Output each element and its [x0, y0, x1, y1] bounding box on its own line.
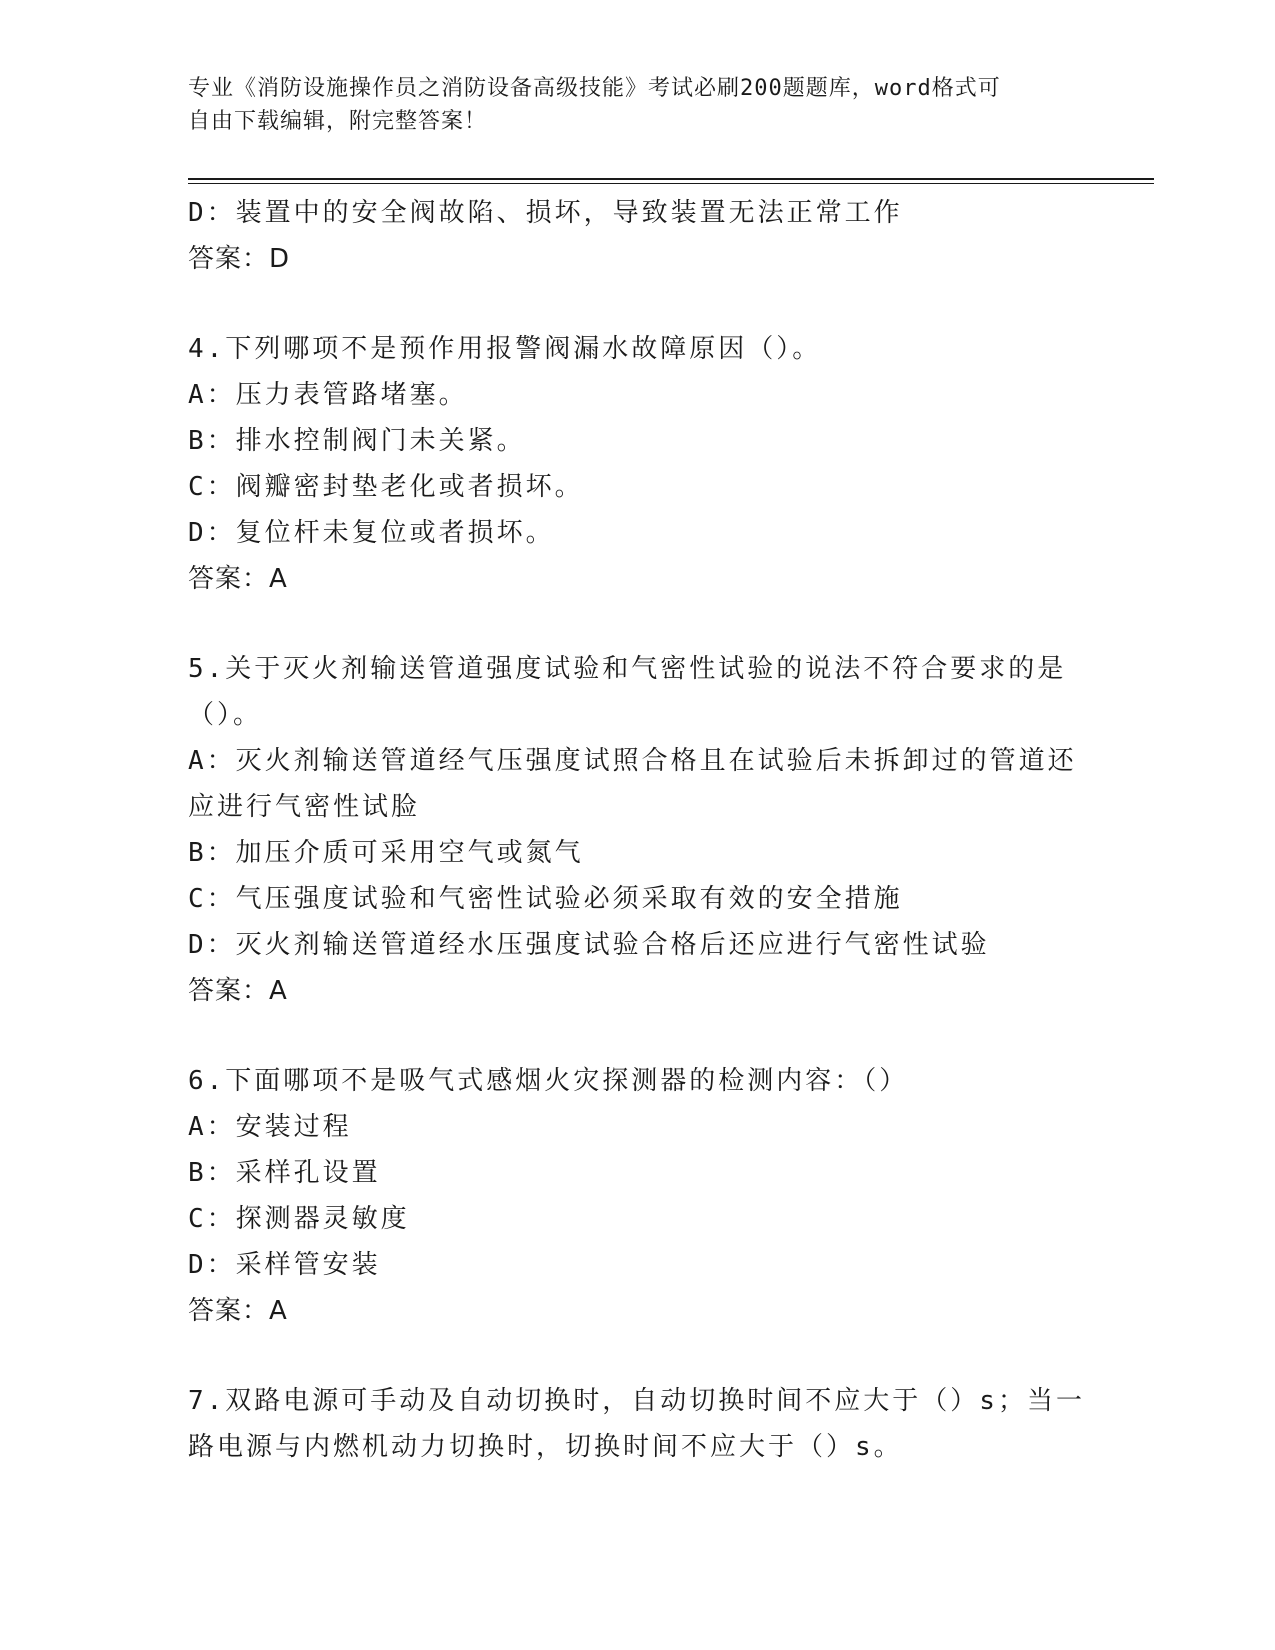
question-text-line-1: 7.双路电源可手动及自动切换时，自动切换时间不应大于（）s；当一 — [188, 1386, 1085, 1416]
question-block-6 — [188, 1058, 1088, 1334]
option-a-line-1: A：灭火剂输送管道经气压强度试照合格且在试验后未拆卸过的管道还 — [188, 746, 1077, 776]
option-d: D：灭火剂输送管道经水压强度试验合格后还应进行气密性试验 — [188, 930, 990, 960]
question-text-line-2: （）。 — [188, 700, 263, 730]
option-d: D：装置中的安全阀故陷、损坏，导致装置无法正常工作 — [188, 198, 903, 228]
question-block-prev — [188, 190, 1088, 282]
answer-line: 答案：A — [188, 564, 288, 594]
question-text-line-2: 路电源与内燃机动力切换时，切换时间不应大于（）s。 — [188, 1432, 903, 1462]
question-text: 6.下面哪项不是吸气式感烟火灾探测器的检测内容：（） — [188, 1066, 909, 1096]
question-block-4 — [188, 326, 1088, 602]
answer-line: 答案：D — [188, 244, 291, 274]
option-b: B：排水控制阀门未关紧。 — [188, 426, 526, 456]
question-text: 4.下列哪项不是预作用报警阀漏水故障原因（）。 — [188, 334, 822, 364]
question-list — [188, 190, 1088, 1470]
option-c: C：阀瓣密封垫老化或者损坏。 — [188, 472, 584, 502]
header-line-1: 专业《消防设施操作员之消防设备高级技能》考试必刷200题题库，word格式可 — [188, 76, 1001, 101]
option-a: A：安装过程 — [188, 1112, 352, 1142]
question-block-7 — [188, 1378, 1088, 1470]
option-c: C：探测器灵敏度 — [188, 1204, 410, 1234]
question-text-line-1: 5.关于灭火剂输送管道强度试验和气密性试验的说法不符合要求的是 — [188, 654, 1067, 684]
page-header — [188, 72, 1088, 138]
option-d: D：复位杆未复位或者损坏。 — [188, 518, 555, 548]
question-block-5 — [188, 646, 1088, 1014]
option-a: A：压力表管路堵塞。 — [188, 380, 468, 410]
option-a-line-2: 应进行气密性试脸 — [188, 792, 421, 822]
header-divider-thick — [188, 178, 1154, 180]
option-b: B：加压介质可采用空气或氮气 — [188, 838, 584, 868]
answer-line: 答案：A — [188, 1296, 288, 1326]
header-line-2: 自由下载编辑，附完整答案！ — [188, 109, 488, 134]
answer-line: 答案：A — [188, 976, 288, 1006]
option-d: D：采样管安装 — [188, 1250, 381, 1280]
option-b: B：采样孔设置 — [188, 1158, 381, 1188]
header-divider-thin — [188, 183, 1154, 184]
option-c: C：气压强度试验和气密性试验必须采取有效的安全措施 — [188, 884, 903, 914]
